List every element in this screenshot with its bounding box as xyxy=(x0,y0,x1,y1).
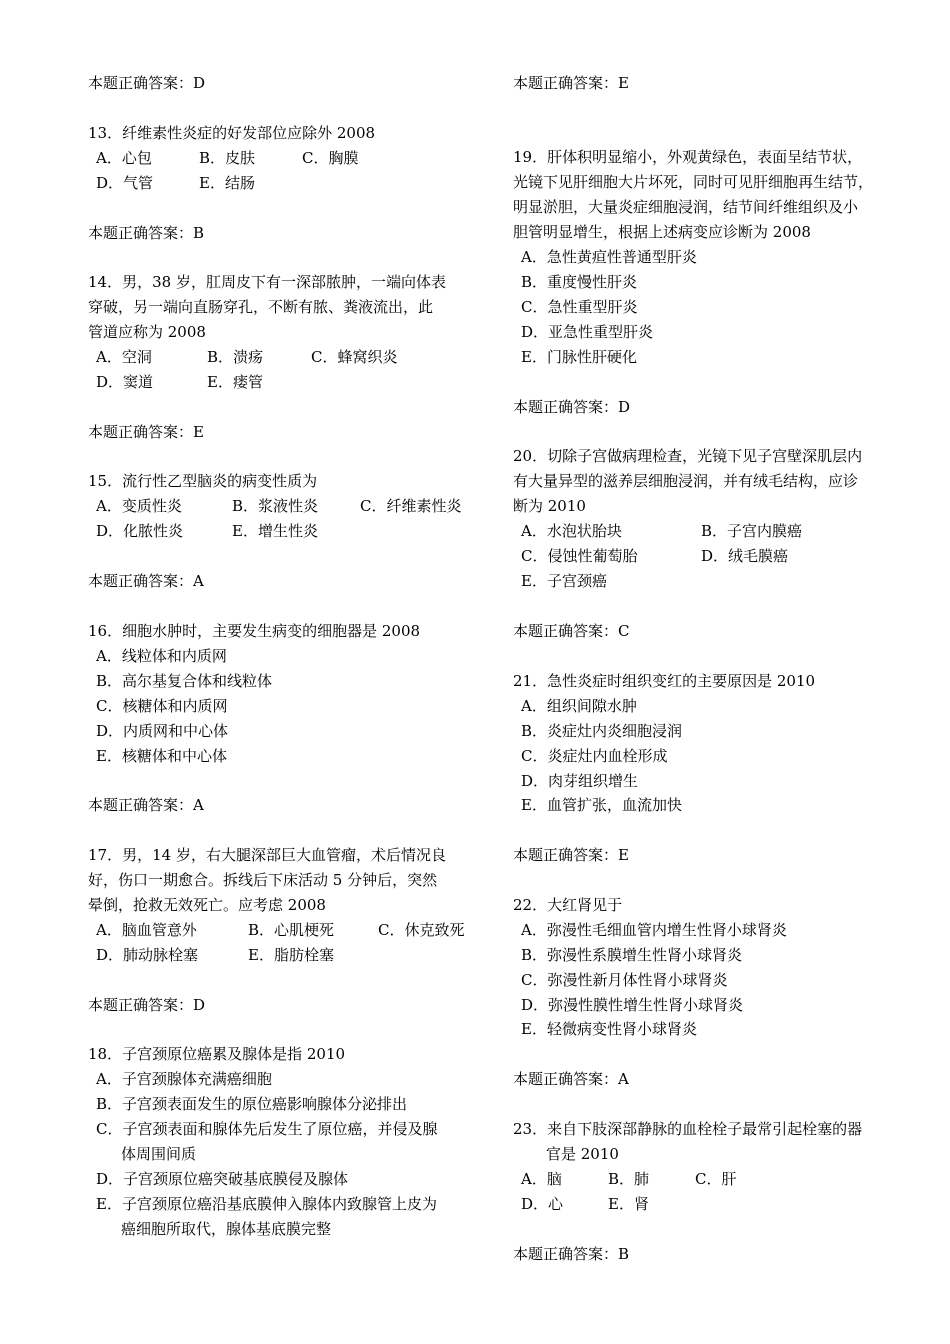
q15-option-d: D．化脓性炎 xyxy=(96,522,184,540)
q14-option-c: C．蜂窝织炎 xyxy=(311,348,398,366)
answer-22: 本题正确答案：A xyxy=(513,1070,629,1088)
q17-option-a: A．脑血管意外 xyxy=(96,921,197,939)
answer-15: 本题正确答案：A xyxy=(88,572,204,590)
q13-option-c: C．胸膜 xyxy=(302,149,359,167)
q19-option-b: B．重度慢性肝炎 xyxy=(521,273,638,291)
answer-23: 本题正确答案：B xyxy=(513,1245,630,1263)
q22-option-c: C．弥漫性新月体性肾小球肾炎 xyxy=(521,971,728,989)
question-20-stem-3: 断为 2010 xyxy=(513,497,586,515)
answer-12: 本题正确答案：D xyxy=(88,74,206,92)
q23-option-a: A．脑 xyxy=(521,1170,562,1188)
question-17-stem-2: 好，伤口一期愈合。拆线后下床活动 5 分钟后，突然 xyxy=(88,871,438,889)
answer-19: 本题正确答案：D xyxy=(513,398,631,416)
q15-option-a: A．变质性炎 xyxy=(96,497,182,515)
q18-option-e: E．子宫颈原位癌沿基底膜伸入腺体内致腺管上皮为 xyxy=(96,1195,437,1213)
question-14-stem-3: 管道应称为 2008 xyxy=(88,323,206,341)
q15-option-b: B．浆液性炎 xyxy=(232,497,319,515)
question-20-stem-2: 有大量异型的滋养层细胞浸润，并有绒毛结构，应诊 xyxy=(513,472,859,490)
q15-option-e: E．增生性炎 xyxy=(232,522,318,540)
q21-option-e: E．血管扩张，血流加快 xyxy=(521,796,682,814)
q23-option-b: B．肺 xyxy=(608,1170,650,1188)
q22-option-e: E．轻微病变性肾小球肾炎 xyxy=(521,1020,697,1038)
q17-option-d: D．肺动脉栓塞 xyxy=(96,946,199,964)
q20-option-e: E．子宫颈癌 xyxy=(521,572,607,590)
question-22-stem: 22．大红肾见于 xyxy=(513,896,623,914)
q22-option-d: D．弥漫性膜性增生性肾小球肾炎 xyxy=(521,996,744,1014)
q21-option-a: A．组织间隙水肿 xyxy=(521,697,637,715)
q23-option-d: D．心 xyxy=(521,1195,564,1213)
q22-option-b: B．弥漫性系膜增生性肾小球肾炎 xyxy=(521,946,743,964)
q18-option-d: D．子宫颈原位癌突破基底膜侵及腺体 xyxy=(96,1170,349,1188)
answer-18: 本题正确答案：E xyxy=(513,74,629,92)
q13-option-e: E．结肠 xyxy=(199,174,255,192)
answer-20: 本题正确答案：C xyxy=(513,622,630,640)
q20-option-c: C．侵蚀性葡萄胎 xyxy=(521,547,638,565)
q20-option-a: A．水泡状胎块 xyxy=(521,522,622,540)
question-19-stem-2: 光镜下见肝细胞大片坏死，同时可见肝细胞再生结节， xyxy=(513,173,874,191)
question-19-stem-3: 明显淤胆，大量炎症细胞浸润，结节间纤维组织及小 xyxy=(513,198,859,216)
answer-14: 本题正确答案：E xyxy=(88,423,204,441)
question-21-stem: 21．急性炎症时组织变红的主要原因是 2010 xyxy=(513,672,816,690)
question-19-stem-4: 胆管明显增生，根据上述病变应诊断为 2008 xyxy=(513,223,811,241)
q19-option-e: E．门脉性肝硬化 xyxy=(521,348,637,366)
q22-option-a: A．弥漫性毛细血管内增生性肾小球肾炎 xyxy=(521,921,787,939)
q21-option-c: C．炎症灶内血栓形成 xyxy=(521,747,668,765)
q20-option-d: D．绒毛膜癌 xyxy=(701,547,789,565)
q16-option-c: C．核糖体和内质网 xyxy=(96,697,228,715)
q13-option-b: B．皮肤 xyxy=(199,149,256,167)
question-18-stem: 18．子宫颈原位癌累及腺体是指 2010 xyxy=(88,1045,346,1063)
q20-option-b: B．子宫内膜癌 xyxy=(701,522,803,540)
q16-option-b: B．高尔基复合体和线粒体 xyxy=(96,672,273,690)
question-23-stem-2: 官是 2010 xyxy=(546,1145,619,1163)
q18-option-a: A．子宫颈腺体充满癌细胞 xyxy=(96,1070,272,1088)
q13-option-a: A．心包 xyxy=(96,149,152,167)
question-23-stem-1: 23．来自下肢深部静脉的血栓栓子最常引起栓塞的器 xyxy=(513,1120,863,1138)
q18-option-e-cont: 癌细胞所取代，腺体基底膜完整 xyxy=(121,1220,332,1238)
q16-option-a: A．线粒体和内质网 xyxy=(96,647,227,665)
question-17-stem-3: 晕倒，抢救无效死亡。应考虑 2008 xyxy=(88,896,326,914)
answer-16: 本题正确答案：A xyxy=(88,796,204,814)
q21-option-d: D．肉芽组织增生 xyxy=(521,772,639,790)
q19-option-c: C．急性重型肝炎 xyxy=(521,298,638,316)
q17-option-b: B．心肌梗死 xyxy=(248,921,335,939)
answer-13: 本题正确答案：B xyxy=(88,224,205,242)
q17-option-e: E．脂肪栓塞 xyxy=(248,946,334,964)
question-14-stem-2: 穿破，另一端向直肠穿孔，不断有脓、粪液流出，此 xyxy=(88,298,434,316)
question-13-stem: 13．纤维素性炎症的好发部位应除外 2008 xyxy=(88,124,376,142)
question-15-stem: 15．流行性乙型脑炎的病变性质为 xyxy=(88,472,318,490)
q18-option-b: B．子宫颈表面发生的原位癌影响腺体分泌排出 xyxy=(96,1095,408,1113)
q17-option-c: C．休克致死 xyxy=(378,921,465,939)
q14-option-b: B．溃疡 xyxy=(207,348,264,366)
q21-option-b: B．炎症灶内炎细胞浸润 xyxy=(521,722,683,740)
q23-option-c: C．肝 xyxy=(695,1170,737,1188)
question-16-stem: 16．细胞水肿时，主要发生病变的细胞器是 2008 xyxy=(88,622,421,640)
q16-option-e: E．核糖体和中心体 xyxy=(96,747,227,765)
q16-option-d: D．内质网和中心体 xyxy=(96,722,229,740)
q18-option-c-cont: 体周围间质 xyxy=(121,1145,197,1163)
question-14-stem-1: 14．男，38 岁，肛周皮下有一深部脓肿，一端向体表 xyxy=(88,273,446,291)
question-20-stem-1: 20．切除子宫做病理检查，光镜下见子宫壁深肌层内 xyxy=(513,447,863,465)
answer-21: 本题正确答案：E xyxy=(513,846,629,864)
q14-option-e: E．瘘管 xyxy=(207,373,263,391)
question-19-stem-1: 19．肝体积明显缩小，外观黄绿色，表面呈结节状， xyxy=(513,148,863,166)
q19-option-a: A．急性黄疸性普通型肝炎 xyxy=(521,248,697,266)
q14-option-d: D．窦道 xyxy=(96,373,154,391)
q18-option-c: C．子宫颈表面和腺体先后发生了原位癌，并侵及腺 xyxy=(96,1120,438,1138)
q13-option-d: D．气管 xyxy=(96,174,154,192)
q19-option-d: D．亚急性重型肝炎 xyxy=(521,323,654,341)
q14-option-a: A．空洞 xyxy=(96,348,152,366)
q23-option-e: E．肾 xyxy=(608,1195,649,1213)
q15-option-c: C．纤维素性炎 xyxy=(360,497,462,515)
question-17-stem-1: 17．男，14 岁，右大腿深部巨大血管瘤，术后情况良 xyxy=(88,846,446,864)
answer-17: 本题正确答案：D xyxy=(88,996,206,1014)
